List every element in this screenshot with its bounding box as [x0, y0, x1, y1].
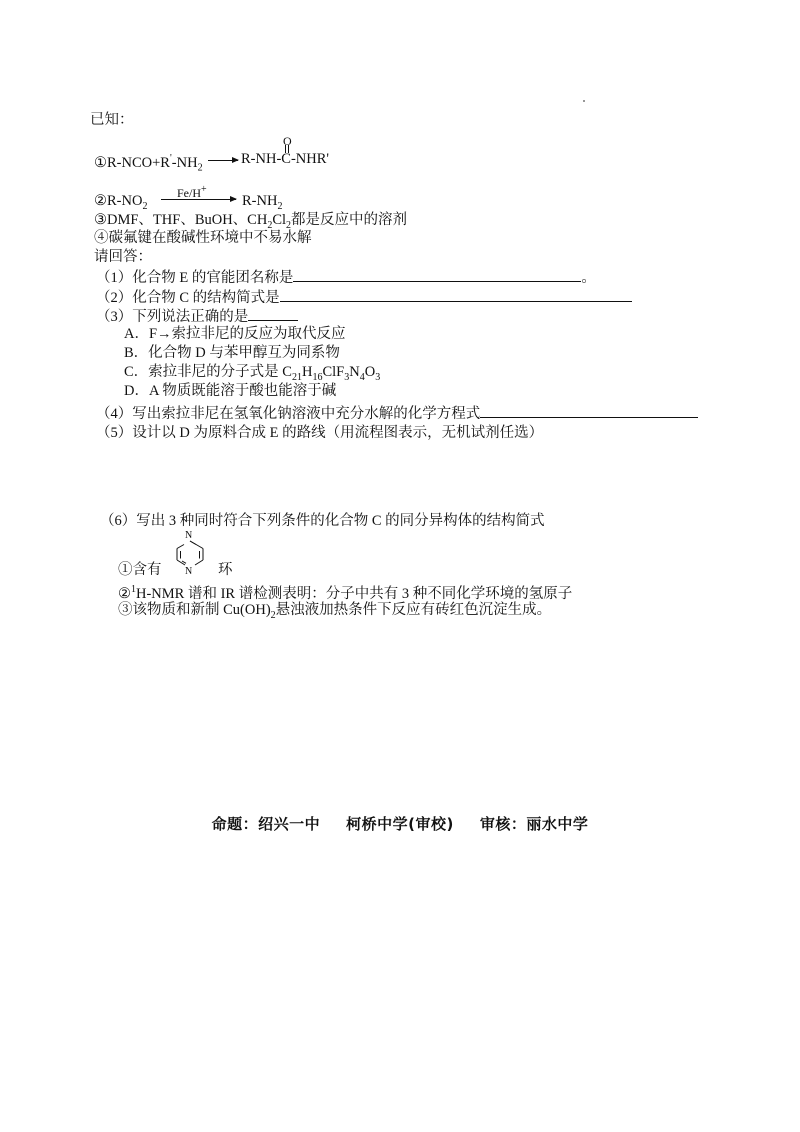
ring-nitrogen-top: N	[185, 530, 193, 541]
answer-blank-3[interactable]	[248, 306, 298, 321]
question-4: （4）写出索拉非尼在氢氧化钠溶液中充分水解的化学方程式	[96, 403, 698, 423]
option-c: C．索拉非尼的分子式是 $C_{21}H_{16}ClF_3N_4O_3$	[124, 364, 381, 383]
reaction-arrow-2	[161, 199, 236, 200]
scan-dot	[583, 100, 585, 102]
known-title: 已知：	[90, 112, 134, 128]
q6-condition-2: ②$^1$H-NMR 谱和 IR 谱检测表明：分子中共有 3 种不同化学环境的氢原子	[118, 584, 573, 602]
q6-condition-1: ①含有	[118, 562, 162, 578]
known-condition-4: ④碳氟键在酸碱性环境中不易水解	[94, 230, 312, 246]
carbonyl-double-bond-left	[285, 145, 287, 153]
carbonyl-double-bond-right	[288, 145, 290, 153]
known-condition-2-product: $R-NH_2$	[242, 193, 283, 212]
q6-condition-3: ③该物质和新制 $Cu(OH)_2$悬浊液加热条件下反应有砖红色沉淀生成。	[118, 602, 552, 621]
question-1: （1）化合物 E 的官能团名称是 。	[96, 267, 596, 287]
footer-proposer: 命题：绍兴一中	[211, 815, 321, 833]
question-3: （3）下列说法正确的是	[96, 306, 298, 326]
answer-blank-4[interactable]	[480, 403, 698, 418]
question-5: （5）设计以 D 为原料合成 E 的路线（用流程图表示，无机试剂任选）	[96, 425, 544, 441]
option-b: B．化合物 D 与苯甲醇互为同系物	[124, 345, 340, 361]
question-2: （2）化合物 C 的结构简式是	[96, 287, 632, 307]
footer-credits	[0, 813, 800, 834]
question-6: （6）写出 3 种同时符合下列条件的化合物 C 的同分异构体的结构简式	[100, 513, 545, 529]
option-a: A．F→索拉非尼的反应为取代反应	[124, 326, 346, 342]
answer-blank-1[interactable]	[293, 267, 581, 282]
known-condition-2: $②R-NO_2$	[94, 193, 148, 212]
answer-prompt: 请回答：	[94, 249, 152, 265]
known-condition-1: $①R-NCO+R'-NH_2$	[94, 153, 203, 174]
reaction-arrow-1	[208, 160, 238, 161]
ring-nitrogen-bottom: N	[185, 566, 193, 577]
reaction-condition-fe-h: Fe/H+	[177, 184, 207, 200]
answer-blank-2[interactable]	[280, 287, 632, 302]
footer-reviewer-school: 柯桥中学(审校)	[346, 815, 454, 833]
option-d: D．A 物质既能溶于酸也能溶于碱	[124, 383, 337, 399]
footer-auditor: 审核：丽水中学	[479, 815, 589, 833]
carbonyl-oxygen: O	[283, 134, 292, 148]
known-condition-1-product: R-NH-C-NHR'	[241, 151, 329, 167]
known-condition-3: ③DMF、THF、BuOH、$CH_2Cl_2$都是反应中的溶剂	[94, 212, 408, 231]
q6-condition-1-suffix: 环	[218, 562, 233, 578]
